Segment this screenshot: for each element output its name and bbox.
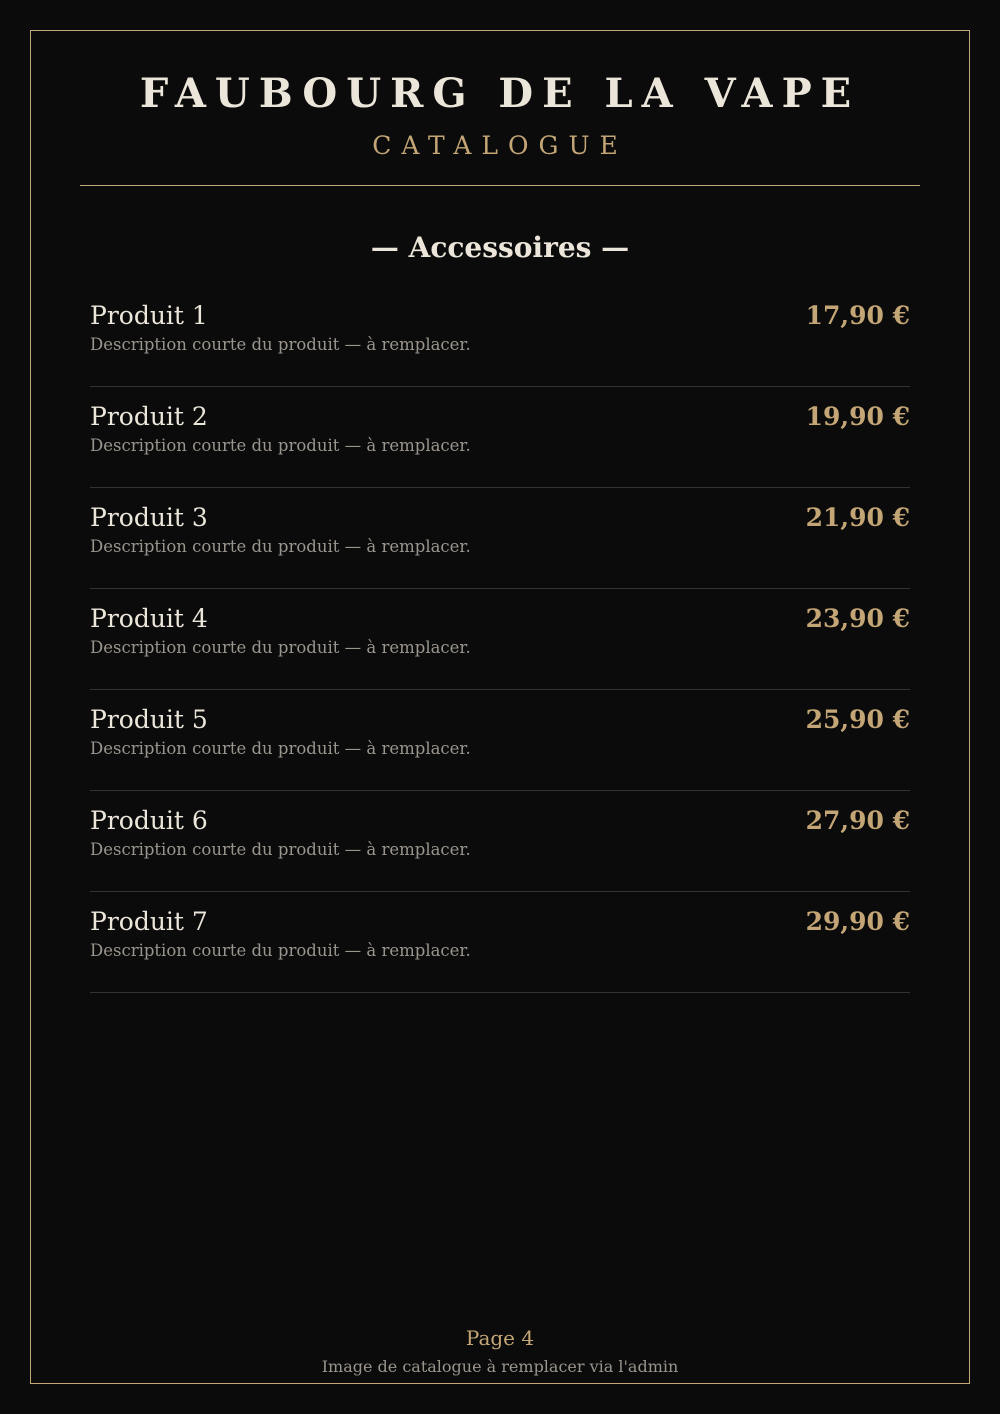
product-name: Produit 6 [90,806,208,835]
product-row [90,387,910,488]
product-row [90,690,910,791]
product-price: 17,90 € [805,301,910,330]
product-name: Produit 2 [90,402,208,431]
product-description: Description courte du produit — à remplacer. [90,739,471,758]
product-name: Produit 4 [90,604,208,633]
product-row [90,892,910,993]
header-divider [80,185,920,186]
product-price: 19,90 € [805,402,910,431]
product-row [90,791,910,892]
section-title: — Accessoires — [370,231,630,264]
product-description: Description courte du produit — à remplacer. [90,638,471,657]
product-list [90,286,910,993]
product-name: Produit 1 [90,301,208,330]
product-description: Description courte du produit — à remplacer. [90,537,471,556]
product-price: 23,90 € [805,604,910,633]
product-name: Produit 3 [90,503,208,532]
product-price: 27,90 € [805,806,910,835]
product-description: Description courte du produit — à remplacer. [90,436,471,455]
product-row [90,488,910,589]
product-description: Description courte du produit — à remplacer. [90,840,471,859]
product-price: 25,90 € [805,705,910,734]
product-price: 21,90 € [805,503,910,532]
page-number: Page 4 [465,1326,535,1350]
product-price: 29,90 € [805,907,910,936]
footer-note: Image de catalogue à remplacer via l'admin [321,1357,679,1376]
product-name: Produit 7 [90,907,208,936]
brand-title: FAUBOURG DE LA VAPE [139,70,861,117]
product-description: Description courte du produit — à remplacer. [90,335,471,354]
product-row [90,286,910,387]
product-row [90,589,910,690]
product-name: Produit 5 [90,705,208,734]
catalogue-subtitle: CATALOGUE [372,131,628,160]
product-description: Description courte du produit — à remplacer. [90,941,471,960]
